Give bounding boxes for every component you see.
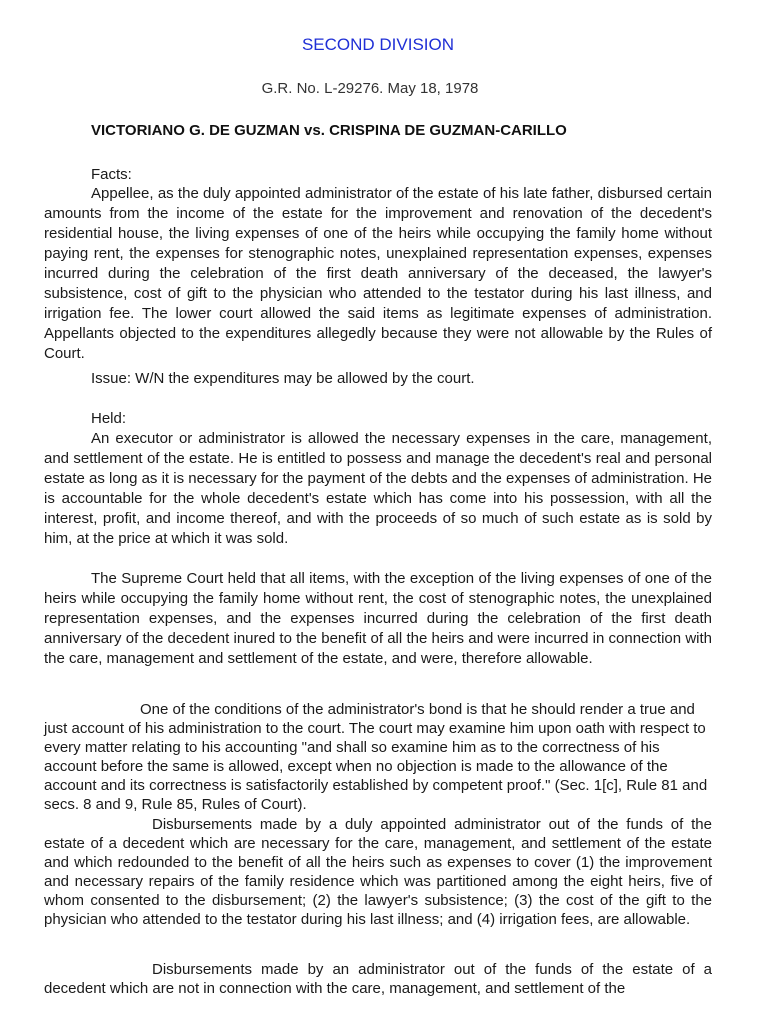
held-paragraph-2: The Supreme Court held that all items, with the exception of the living expenses of one of the heirs while occupying the family home without rent, the cost of stenographic notes, the unexplained representation expenses, and the expenses incurred during the celebration of the first death anniversary of the decedent inured to the benefit of all the heirs and were incurred in connection with the care, management and settlement of the estate, and were, therefore allowable. [44, 570, 712, 667]
issue-statement: Issue: W/N the expenditures may be allowed by the court. [91, 370, 475, 387]
gr-number: G.R. No. L-29276. May 18, 1978 [261, 80, 479, 97]
note-paragraph-2: Disbursements made by a duly appointed administrator out of the funds of the estate of a decedent which are necessary for the care, management, and settlement of the estate and which redounded to the benefit of all the heirs such as expenses to cover (1) the improvement and necessary repairs of the family residence which was partitioned among the eight heirs, five of whom consented to the disbursement; (2) the lawyer's subsistence; (3) the cost of the gift to the physician who attended to the testator during his last illness; and (4) irrigation fees, are allowable. [44, 816, 712, 928]
note-paragraph-3: Disbursements made by an administrator out of the funds of the estate of a decedent which are not in connection with the care, management, and settlement of the [44, 961, 712, 997]
division-heading: SECOND DIVISION [301, 35, 455, 54]
held-label: Held: [91, 410, 127, 427]
facts-label: Facts: [91, 166, 132, 183]
facts-paragraph: Appellee, as the duly appointed administrator of the estate of his late father, disbursed certain amounts from the income of the estate for the improvement and renovation of the decedent's residential house, the living expenses of one of the heirs while occupying the family home without paying rent, the expenses for stenographic notes, unexplained representation expenses, expenses incurred during the celebration of the first death anniversary of the deceased, the lawyer's subsistence, cost of gift to the physician who attended to the testator during his last illness, and irrigation fee. The lower court allowed the said items as legitimate expenses of administration. Appellants objected to the expenditures allegedly because they were not allowable by the Rules of Court. [44, 185, 712, 362]
held-paragraph-1: An executor or administrator is allowed the necessary expenses in the care, management, and settlement of the estate. He is entitled to possess and manage the decedent's real and personal estate as long as it is necessary for the payment of the debts and the expenses of administration. He is accountable for the whole decedent's estate which has come into his possession, with all the interest, profit, and income thereof, and with the proceeds of so much of such estate as is sold by him, at the price at which it was sold. [44, 430, 712, 547]
case-title: VICTORIANO G. DE GUZMAN vs. CRISPINA DE GUZMAN-CARILLO [91, 122, 567, 139]
note-paragraph-1: One of the conditions of the administrator's bond is that he should render a true and just account of his administration to the court. The court may examine him upon oath with respect to every matter relating to his accounting "and shall so examine him as to the correctness of his account before the same is allowed, except when no objection is made to the allowance of the account and its correctness is satisfactorily established by competent proof." (Sec. 1[c], Rule 81 and secs. 8 and 9, Rule 85, Rules of Court). [44, 701, 708, 813]
